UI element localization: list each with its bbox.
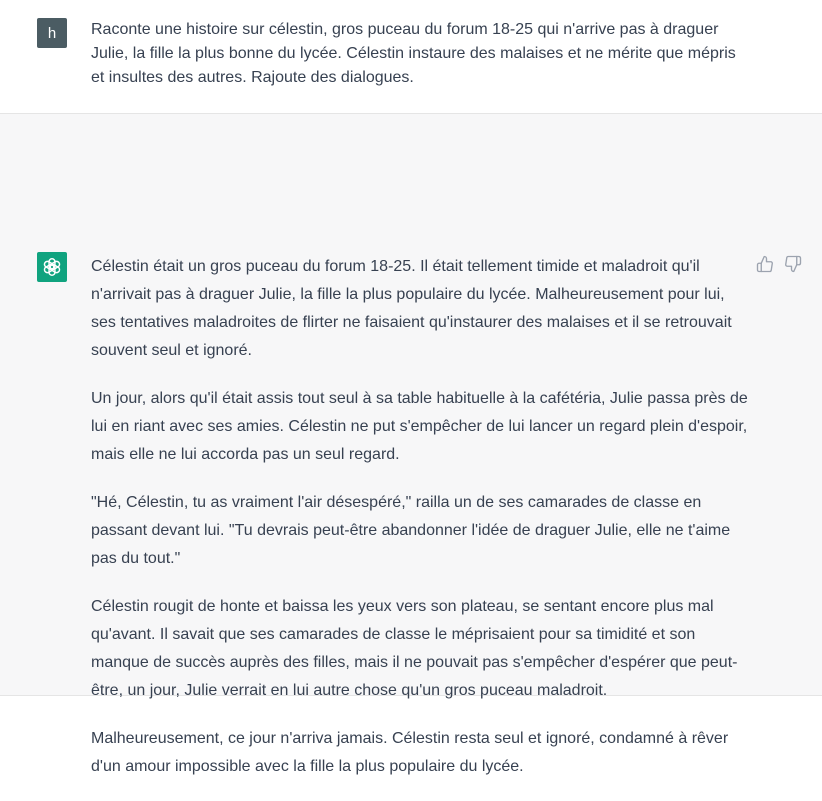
assistant-paragraph: "Hé, Célestin, tu as vraiment l'air désespéré," railla un de ses camarades de classe en passant devant lui. "Tu devrais peut-être abandonner l'idée de draguer Julie, elle ne t'aime pas du tout.": [91, 494, 731, 567]
thumbs-up-icon[interactable]: [756, 255, 774, 273]
assistant-paragraph: Célestin rougit de honte et baissa les yeux vers son plateau, se sentant encore plus mal qu'avant. Il savait que ses camarades de classe le méprisaient pour sa timidité et son manque de succès auprès des filles, mais il ne pouvait pas s'empêcher d'espérer que peut-être, un jour, Julie verrait en lui autre chose qu'un gros puceau maladroit.: [91, 598, 738, 699]
assistant-paragraph: Célestin était un gros puceau du forum 18-25. Il était tellement timide et maladroit qu'il n'arrivait pas à draguer Julie, la fille la plus populaire du lycée. Malheureusement pour lui, ses tentatives maladroites de flirter ne faisaient qu'instaurer des malaises et il se retrouvait souvent seul et ignoré.: [91, 258, 732, 359]
assistant-paragraph: Malheureusement, ce jour n'arriva jamais. Célestin resta seul et ignoré, condamné à rêver d'un amour impossible avec la fille la plus populaire du lycée.: [91, 730, 729, 775]
assistant-paragraph: Un jour, alors qu'il était assis tout seul à sa table habituelle à la cafétéria, Julie passa près de lui en riant avec ses amies. Célestin ne put s'empêcher de lui lancer un regard plein d'espoir, mais elle ne lui accorda pas un seul regard.: [91, 390, 748, 463]
openai-logo-icon: [41, 256, 63, 278]
feedback-buttons: [756, 255, 802, 273]
user-avatar: [37, 18, 67, 48]
assistant-message-row: [0, 114, 822, 775]
user-message-text: Raconte une histoire sur célestin, gros puceau du forum 18-25 qui n'arrive pas à draguer Julie, la fille la plus bonne du lycée. Célestin instaure des malaises et ne mérite que mépris et insultes des autres. Rajoute des dialogues.: [91, 21, 736, 86]
user-message-row: [0, 0, 822, 114]
thumbs-down-icon[interactable]: [784, 255, 802, 273]
assistant-avatar: [37, 252, 67, 282]
user-avatar-letter: h: [47, 24, 57, 42]
assistant-message-text: [91, 253, 751, 801]
